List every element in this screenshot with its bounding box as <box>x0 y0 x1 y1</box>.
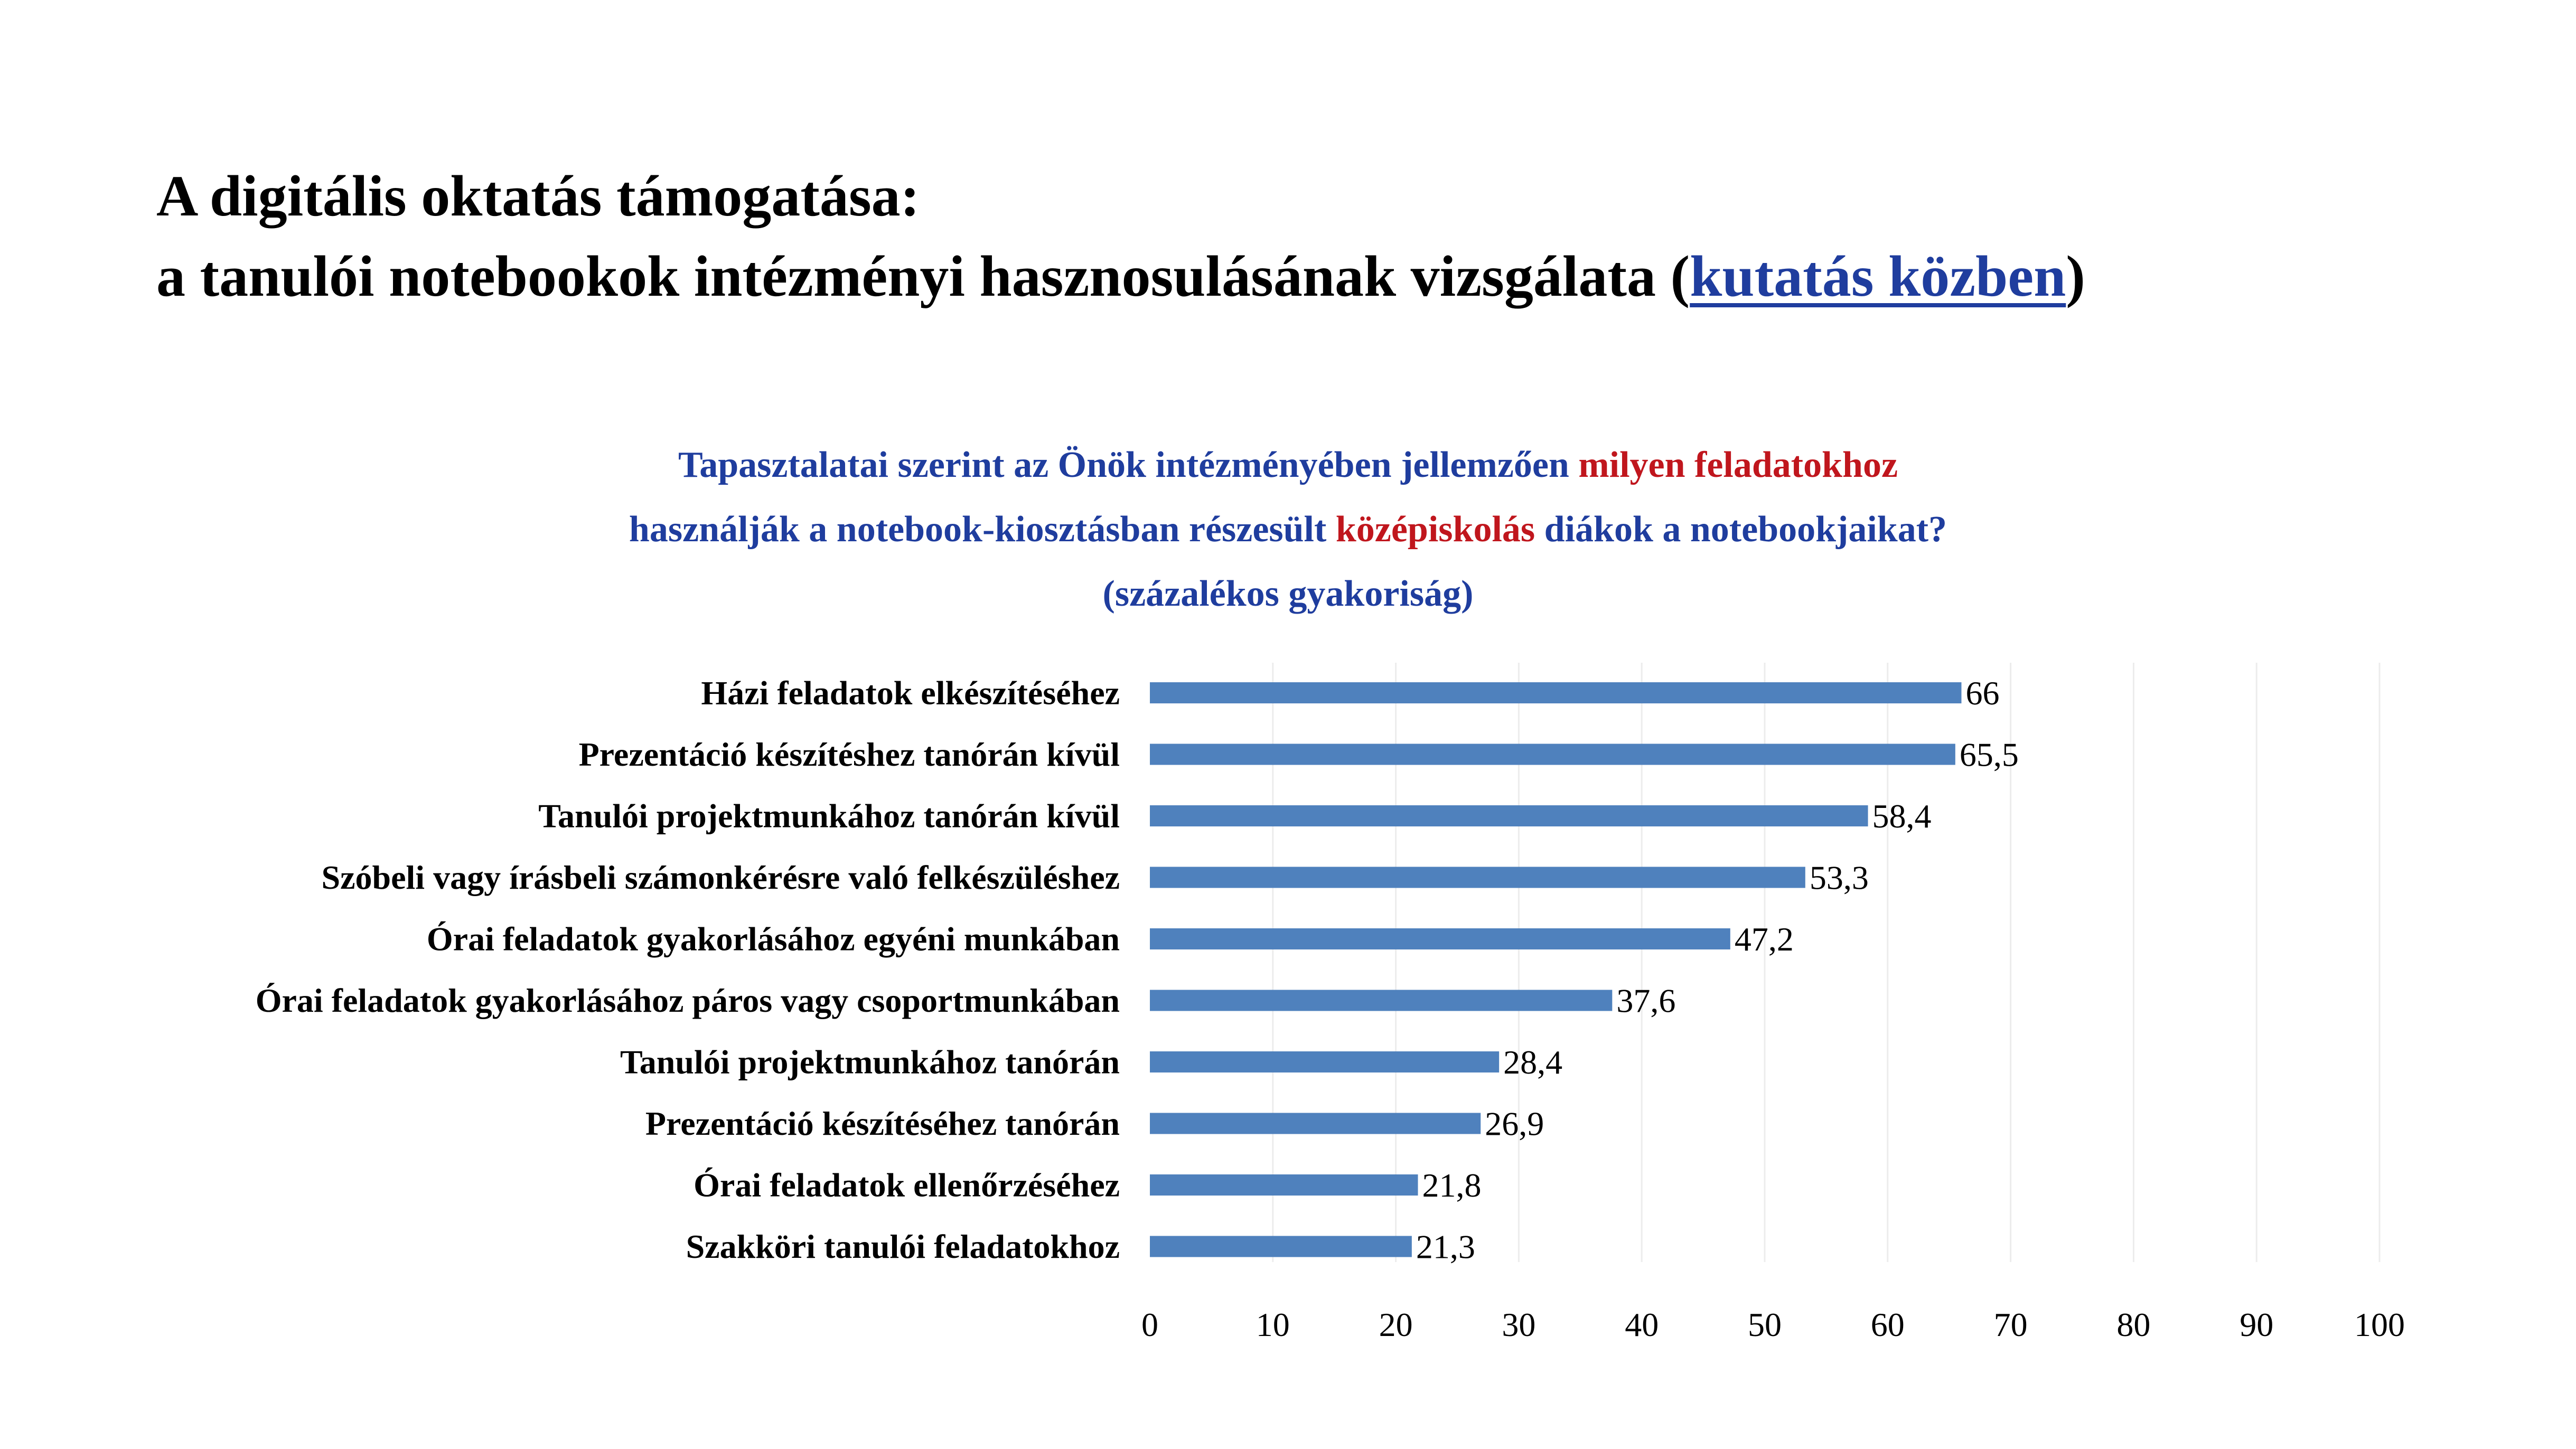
category-label: Tanulói projektmunkához tanórán kívül <box>538 797 1120 835</box>
question-line2-text: használják a notebook-kiosztásban részesült <box>629 509 1336 550</box>
x-tick-label: 60 <box>1870 1306 1905 1343</box>
bar <box>1150 805 1868 826</box>
data-label: 53,3 <box>1809 859 1869 897</box>
data-label: 21,8 <box>1422 1166 1482 1204</box>
data-label: 47,2 <box>1734 920 1794 958</box>
x-tick-label: 70 <box>1993 1306 2028 1343</box>
category-label: Házi feladatok elkészítéséhez <box>701 674 1120 712</box>
x-tick-label: 30 <box>1502 1306 1536 1343</box>
data-label: 58,4 <box>1872 797 1932 835</box>
category-label: Prezentáció készítéséhez tanórán <box>645 1105 1120 1142</box>
question-line2-highlight: középiskolás <box>1335 509 1535 550</box>
data-label: 66 <box>1965 674 2000 712</box>
bar <box>1150 1174 1418 1196</box>
data-label: 65,5 <box>1959 736 2019 774</box>
category-label: Órai feladatok gyakorlásához egyéni munkában <box>426 920 1120 958</box>
category-label: Szóbeli vagy írásbeli számonkérésre való felkészüléshez <box>321 859 1120 896</box>
x-tick-label: 80 <box>2116 1306 2151 1343</box>
category-label: Tanulói projektmunkához tanórán <box>620 1043 1120 1081</box>
slide-title-line1: A digitális oktatás támogatása: <box>156 164 920 228</box>
x-tick-label: 90 <box>2240 1306 2274 1343</box>
category-label: Szakköri tanulói feladatokhoz <box>686 1228 1120 1265</box>
bar <box>1150 928 1730 949</box>
question-line1-text: Tapasztalatai szerint az Önök intézményében jellemzően <box>678 445 1579 485</box>
research-in-progress-link[interactable]: kutatás közben <box>1690 244 2066 308</box>
data-label: 28,4 <box>1503 1043 1563 1081</box>
bar <box>1150 1051 1499 1072</box>
data-label: 21,3 <box>1416 1228 1475 1266</box>
x-tick-label: 100 <box>2354 1306 2405 1343</box>
category-label: Órai feladatok gyakorlásához páros vagy csoportmunkában <box>255 982 1120 1019</box>
data-label: 26,9 <box>1485 1105 1544 1143</box>
slide-title-line2-prefix: a tanulói notebookok intézményi hasznosulásának vizsgálata ( <box>156 244 1690 308</box>
question-line1-highlight: milyen feladatokhoz <box>1578 445 1898 485</box>
x-tick-label: 40 <box>1625 1306 1659 1343</box>
slide-title-line2-suffix: ) <box>2066 244 2085 308</box>
category-label: Prezentáció készítéshez tanórán kívül <box>578 736 1120 773</box>
bar <box>1150 1113 1481 1134</box>
x-tick-label: 0 <box>1141 1306 1158 1343</box>
bar <box>1150 744 1955 765</box>
data-label: 37,6 <box>1616 982 1676 1020</box>
x-tick-label: 20 <box>1379 1306 1413 1343</box>
x-tick-label: 50 <box>1748 1306 1782 1343</box>
x-tick-label: 10 <box>1256 1306 1290 1343</box>
bar <box>1150 1236 1412 1257</box>
category-label: Órai feladatok ellenőrzéséhez <box>694 1166 1120 1204</box>
question-line3: (százalékos gyakoriság) <box>1102 573 1474 614</box>
bar <box>1150 990 1612 1011</box>
bar <box>1150 867 1805 888</box>
bar <box>1150 682 1961 703</box>
question-line2-tail: diákok a notebookjaikat? <box>1535 509 1947 550</box>
